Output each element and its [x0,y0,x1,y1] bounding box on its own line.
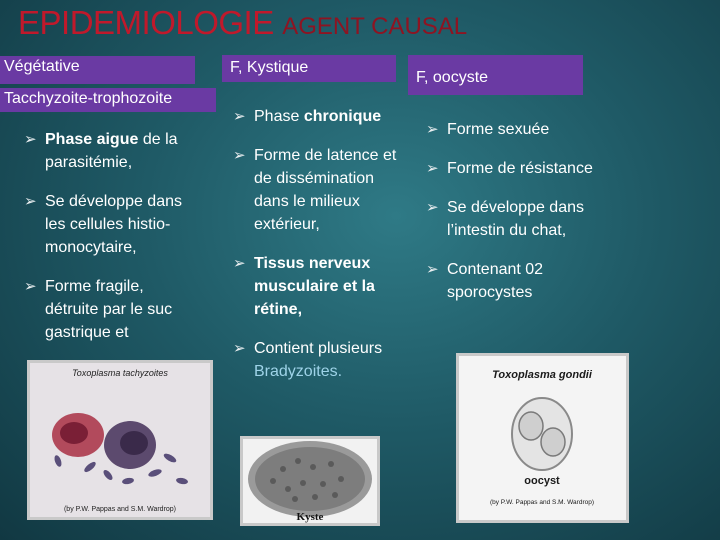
item-text: Contenant 02 sporocystes [447,261,544,301]
arrow-bullet-icon: ➢ [233,108,246,125]
image-title: Toxoplasma gondii [492,369,592,381]
list-item [233,105,401,128]
item-text: de la parasitémie, [45,131,178,171]
item-text: Contient plusieurs [254,340,383,357]
arrow-bullet-icon: ➢ [24,193,37,210]
arrow-bullet-icon: ➢ [233,340,246,357]
col3-list [426,118,626,320]
image-caption: Kyste [296,511,324,523]
item-bold: Tissus nerveux musculaire et la rétine, [254,255,375,318]
col3-header: F, oocyste [408,55,583,95]
image-label: oocyst [524,475,560,487]
item-text: Forme de latence et de dissémination dans le milieux extérieur, [254,147,397,233]
tachyzoites-photo [30,363,210,517]
col1-list [24,128,194,360]
image-credit: (by P.W. Pappas and S.M. Wardrop) [489,499,595,506]
arrow-bullet-icon: ➢ [426,261,439,278]
item-text: Se développe dans les cellules histio-monocytaire, [45,193,182,256]
col2-list [233,105,401,399]
slide-title [18,4,467,42]
arrow-bullet-icon: ➢ [426,160,439,177]
list-item [233,144,401,236]
kyste-photo [243,439,377,523]
kyste-image [240,436,380,526]
list-item [426,258,626,304]
item-highlight: Bradyzoites. [254,363,343,380]
list-item [426,196,626,242]
col1-header: Végétative [0,56,195,84]
image-caption-top: Toxoplasma tachyzoites [72,368,168,378]
title-main: EPIDEMIOLOGIE [18,4,274,41]
item-text: Phase [254,108,304,125]
list-item [426,157,626,180]
title-sub: AGENT CAUSAL [282,13,468,40]
arrow-bullet-icon: ➢ [233,147,246,164]
item-text: Se développe dans l’intestin du chat, [447,199,584,239]
list-item [233,337,401,383]
col2-header: F, Kystique [222,55,396,82]
list-item [24,275,194,344]
item-text: Forme fragile, détruite par le suc gastrique et [45,278,173,341]
item-bold: Phase aigue [45,131,139,148]
oocyst-image [456,353,629,523]
item-text: Forme sexuée [447,121,550,138]
arrow-bullet-icon: ➢ [24,278,37,295]
arrow-bullet-icon: ➢ [233,255,246,272]
list-item [426,118,626,141]
col1-subheader: Tacchyzoite-trophozoite [0,88,216,112]
item-bold: chronique [303,108,382,125]
arrow-bullet-icon: ➢ [426,199,439,216]
image-caption-bottom: (by P.W. Pappas and S.M. Wardrop) [63,506,177,513]
list-item [24,128,194,174]
item-text: Forme de résistance [447,160,593,177]
list-item [24,190,194,259]
list-item [233,252,401,321]
oocyst-photo [459,356,626,520]
tachyzoites-image [27,360,213,520]
arrow-bullet-icon: ➢ [426,121,439,138]
arrow-bullet-icon: ➢ [24,131,37,148]
